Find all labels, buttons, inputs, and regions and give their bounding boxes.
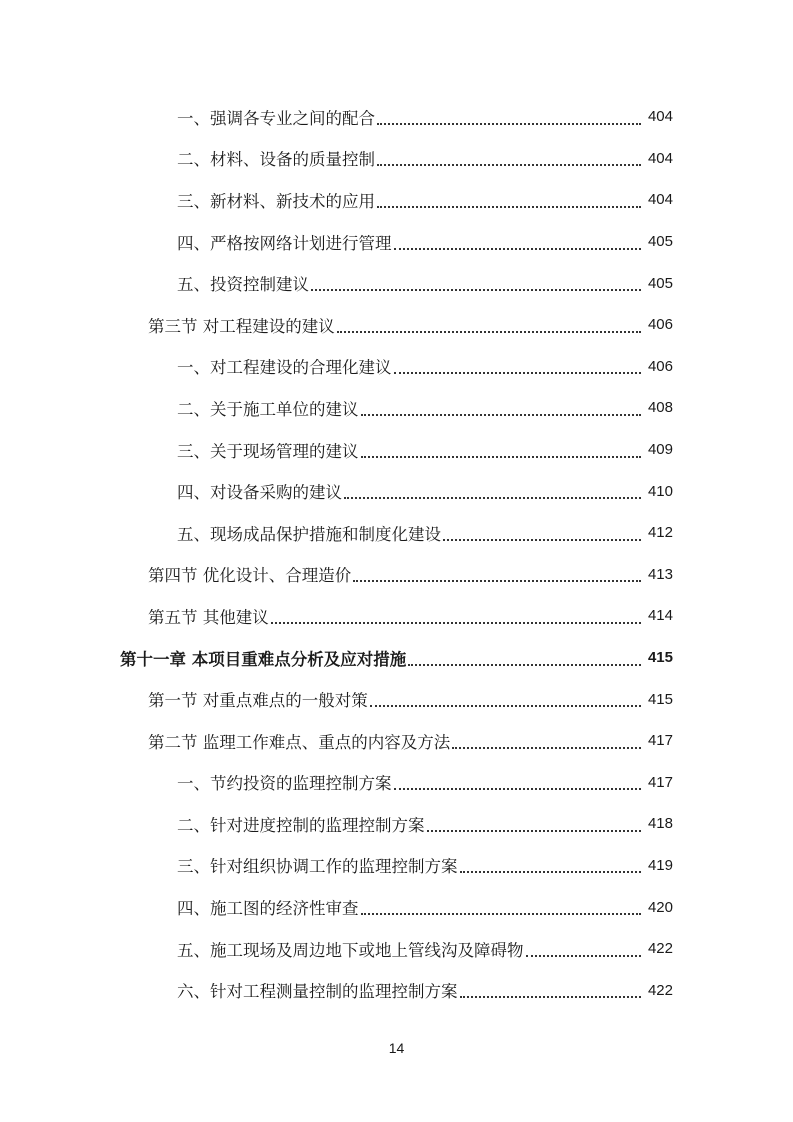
- dot-leader: [460, 861, 642, 873]
- toc-entry-title: 第十一章 本项目重难点分析及应对措施: [120, 649, 407, 669]
- dot-leader: [311, 279, 641, 291]
- toc-entry[interactable]: [0, 969, 793, 1011]
- toc-entry-page: 408: [647, 399, 673, 417]
- toc-entry-title: 三、新材料、新技术的应用: [177, 191, 375, 211]
- dot-leader: [408, 654, 641, 666]
- toc-entry-title: 四、施工图的经济性审查: [177, 899, 359, 919]
- toc-entry-page: 414: [647, 607, 673, 625]
- toc-entry-title: 第四节 优化设计、合理造价: [148, 566, 352, 586]
- toc-entry-title: 第二节 监理工作难点、重点的内容及方法: [148, 732, 451, 752]
- dot-leader: [443, 529, 641, 541]
- dot-leader: [427, 820, 642, 832]
- dot-leader: [377, 154, 641, 166]
- toc-entry[interactable]: [0, 595, 793, 637]
- toc-entry-title: 五、施工现场及周边地下或地上管线沟及障碍物: [177, 940, 524, 960]
- toc-entry-page: 419: [647, 856, 673, 874]
- toc-entry[interactable]: [0, 678, 793, 720]
- toc-entry[interactable]: [0, 387, 793, 429]
- toc-entry-page: 410: [647, 482, 673, 500]
- toc-entry-title: 三、针对组织协调工作的监理控制方案: [177, 857, 458, 877]
- dot-leader: [394, 362, 642, 374]
- toc-entry-title: 第一节 对重点难点的一般对策: [148, 691, 368, 711]
- dot-leader: [361, 446, 642, 458]
- toc-entry-page: 417: [647, 732, 673, 750]
- toc-entry[interactable]: [0, 762, 793, 804]
- toc-entry-title: 第三节 对工程建设的建议: [148, 316, 335, 336]
- dot-leader: [377, 113, 641, 125]
- toc-entry-page: 415: [647, 649, 673, 667]
- toc-entry-page: 418: [647, 815, 673, 833]
- toc-entry[interactable]: [0, 429, 793, 471]
- toc-entry-title: 三、关于现场管理的建议: [177, 441, 359, 461]
- dot-leader: [353, 570, 641, 582]
- toc-entry[interactable]: [0, 886, 793, 928]
- toc-entry-title: 四、严格按网络计划进行管理: [177, 233, 392, 253]
- dot-leader: [526, 945, 642, 957]
- toc-entry-title: 二、材料、设备的质量控制: [177, 150, 375, 170]
- toc-entry[interactable]: [0, 262, 793, 304]
- toc-entry-title: 一、节约投资的监理控制方案: [177, 774, 392, 794]
- toc-entry[interactable]: [0, 928, 793, 970]
- toc-entry[interactable]: [0, 304, 793, 346]
- toc-entry[interactable]: [0, 554, 793, 596]
- dot-leader: [370, 695, 641, 707]
- toc-entry-page: 417: [647, 773, 673, 791]
- toc-entry-page: 404: [647, 191, 673, 209]
- toc-entry-title: 二、针对进度控制的监理控制方案: [177, 815, 425, 835]
- toc-entry-page: 420: [647, 898, 673, 916]
- toc-entry[interactable]: [0, 637, 793, 679]
- dot-leader: [394, 238, 642, 250]
- toc-entry[interactable]: [0, 470, 793, 512]
- toc-entry[interactable]: [0, 720, 793, 762]
- toc-entry[interactable]: [0, 845, 793, 887]
- toc-entry-page: 409: [647, 441, 673, 459]
- toc-entry[interactable]: [0, 96, 793, 138]
- toc-entry-page: 405: [647, 233, 673, 251]
- toc-entry-page: 404: [647, 149, 673, 167]
- toc-entry[interactable]: [0, 346, 793, 388]
- dot-leader: [361, 404, 642, 416]
- toc-entry-page: 406: [647, 316, 673, 334]
- toc-entry-title: 五、投资控制建议: [177, 275, 309, 295]
- toc-entry-title: 二、关于施工单位的建议: [177, 399, 359, 419]
- dot-leader: [394, 778, 642, 790]
- toc-entry-page: 422: [647, 981, 673, 999]
- toc-entry-page: 413: [647, 565, 673, 583]
- dot-leader: [452, 737, 641, 749]
- toc-entry[interactable]: [0, 179, 793, 221]
- toc-entry-title: 一、对工程建设的合理化建议: [177, 358, 392, 378]
- toc-entry-title: 第五节 其他建议: [148, 607, 269, 627]
- toc-entry[interactable]: [0, 221, 793, 263]
- toc-entry[interactable]: [0, 138, 793, 180]
- dot-leader: [344, 487, 641, 499]
- toc-entry-title: 四、对设备采购的建议: [177, 483, 342, 503]
- toc-entry-page: 405: [647, 274, 673, 292]
- toc-entry-page: 415: [647, 690, 673, 708]
- dot-leader: [337, 321, 641, 333]
- toc-entry-page: 404: [647, 108, 673, 126]
- page-number: 14: [388, 1040, 405, 1056]
- dot-leader: [271, 612, 641, 624]
- toc-entry-title: 五、现场成品保护措施和制度化建设: [177, 524, 441, 544]
- toc-entry-title: 六、针对工程测量控制的监理控制方案: [177, 982, 458, 1002]
- dot-leader: [361, 903, 642, 915]
- toc-entry[interactable]: [0, 512, 793, 554]
- toc-entry-page: 412: [647, 524, 673, 542]
- toc-entry-page: 406: [647, 357, 673, 375]
- toc-entry-title: 一、强调各专业之间的配合: [177, 108, 375, 128]
- toc-entry[interactable]: [0, 803, 793, 845]
- toc-entry-page: 422: [647, 940, 673, 958]
- table-of-contents: [0, 96, 793, 1011]
- dot-leader: [377, 196, 641, 208]
- dot-leader: [460, 986, 642, 998]
